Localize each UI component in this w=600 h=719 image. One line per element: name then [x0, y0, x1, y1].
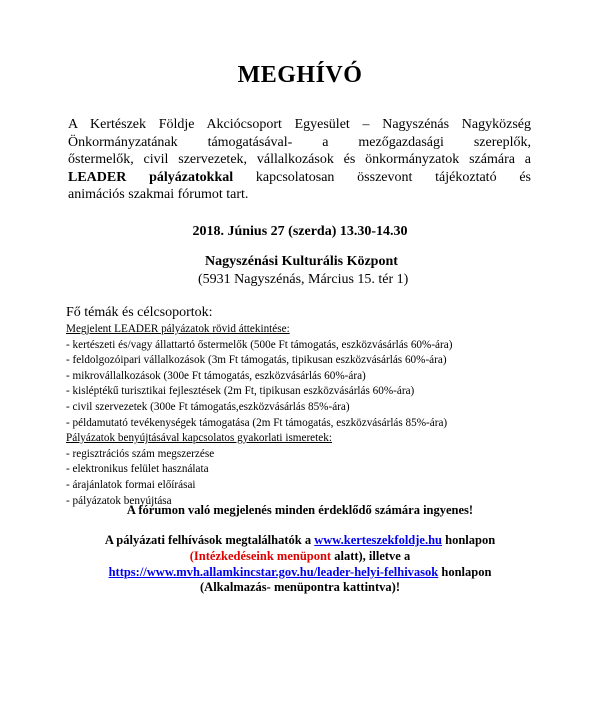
- intro-line: őstermelők, civil szervezetek, vállalkozások és önkormányzatok számára a: [68, 152, 531, 168]
- list-item: - kertészeti és/vagy állattartó őstermelők (500e Ft támogatás, eszközvásárlás 60%-ára): [66, 338, 453, 351]
- document-title: MEGHÍVÓ: [237, 62, 363, 88]
- calls-line: (Alkalmazás- menüpontra kattintva)!: [200, 580, 400, 595]
- themes-list: [66, 322, 452, 509]
- calls-line: [0, 533, 600, 549]
- intro-paragraph: [68, 116, 531, 204]
- calls-text: honlapon: [442, 533, 496, 547]
- intro-line: A Kertészek Földje Akciócsoport Egyesület – Nagyszénás Nagyközség: [68, 117, 531, 132]
- mvh-link[interactable]: https://www.mvh.allamkincstar.gov.hu/leader-helyi-felhivasok: [108, 564, 439, 579]
- list-item: - árajánlatok formai előírásai: [66, 478, 196, 491]
- section-heading: Megjelent LEADER pályázatok rövid áttekintése:: [66, 323, 290, 335]
- list-item: - civil szervezetek (300e Ft támogatás,eszközvásárlás 85%-ára): [66, 400, 350, 413]
- calls-text: honlapon: [438, 564, 492, 579]
- list-item: - feldolgozóipari vállalkozások (3m Ft támogatás, tipikusan eszközvásárlás 60%-ára): [66, 354, 447, 367]
- intro-line: [68, 169, 531, 187]
- intro-line: animációs szakmai fórumot tart.: [68, 187, 249, 203]
- list-item: - elektronikus felület használata: [66, 463, 209, 476]
- calls-text: alatt), illetve a: [331, 548, 411, 563]
- intro-line: Önkormányzatának támogatásával- a mezőgazdasági szereplők,: [68, 134, 531, 150]
- event-venue: Nagyszénási Kulturális Központ: [205, 254, 398, 269]
- calls-line: [0, 549, 600, 565]
- calls-line: [0, 565, 600, 581]
- calls-info: [0, 533, 600, 596]
- list-item: - mikrovállalkozások (300e Ft támogatás, eszközvásárlás 60%-ára): [66, 369, 366, 382]
- themes-heading: Fő témák és célcsoportok:: [66, 305, 213, 320]
- list-item: - példamutató tevékenységek támogatása (2m Ft támogatás, eszközvásárlás 85%-ára): [66, 416, 448, 429]
- calls-text: A pályázati felhívások megtalálhatók a: [104, 533, 315, 547]
- list-item: - regisztrációs szám megszerzése: [66, 447, 215, 460]
- kerteszekfoldje-link[interactable]: www.kerteszekfoldje.hu: [314, 533, 442, 547]
- event-address: (5931 Nagyszénás, Március 15. tér 1): [198, 272, 409, 287]
- intro-line-rest: kapcsolatosan összevont tájékoztató és: [233, 169, 531, 185]
- list-item: - pályázatok benyújtása: [66, 494, 172, 507]
- section-heading: Pályázatok benyújtásával kapcsolatos gyakorlati ismeretek:: [66, 432, 332, 445]
- free-entry-notice: A fórumon való megjelenés minden érdeklődő számára ingyenes!: [126, 503, 474, 517]
- measures-menu-note: (Intézkedéseink menüpont: [189, 548, 332, 563]
- list-item: - kisléptékű turisztikai fejlesztések (2m Ft, tipikusan eszközvásárlás 60%-ára): [66, 385, 415, 398]
- leader-emphasis: LEADER pályázatokkal: [68, 169, 234, 185]
- event-date: 2018. Június 27 (szerda) 13.30-14.30: [192, 224, 408, 239]
